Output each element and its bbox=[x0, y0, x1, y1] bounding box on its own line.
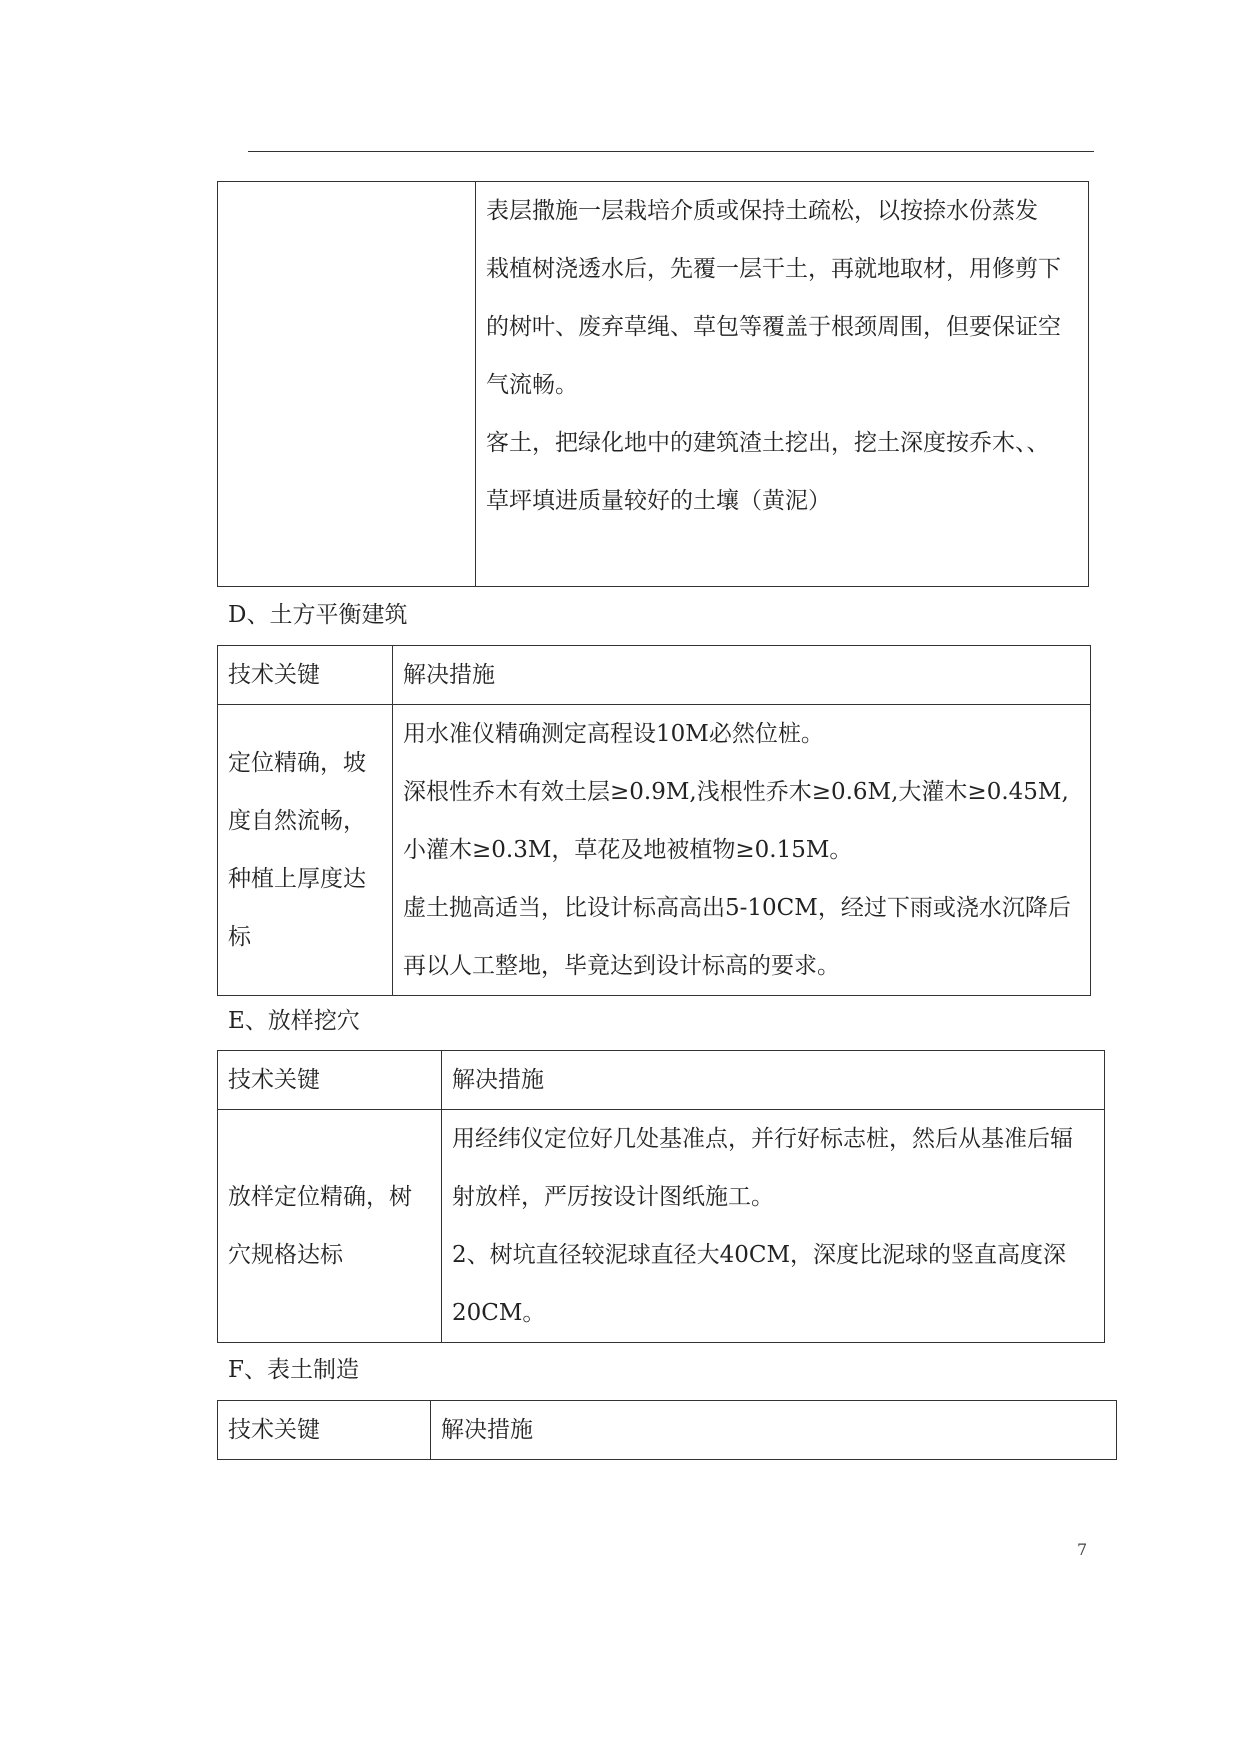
key-line: 穴规格达标 bbox=[228, 1242, 343, 1268]
measure-line: 表层撒施一层栽培介质或保持土疏松，以按捺水份蒸发 bbox=[486, 198, 1038, 224]
key-cell bbox=[218, 182, 476, 587]
measure-line: 再以人工整地，毕竟达到设计标高的要求。 bbox=[403, 953, 840, 979]
measure-cell bbox=[476, 182, 1089, 587]
page-number: 7 bbox=[1077, 1540, 1088, 1559]
key-line: 种植上厚度达 bbox=[228, 866, 366, 892]
measure-line: 用经纬仪定位好几处基准点，并行好标志桩，然后从基准后辐 bbox=[452, 1126, 1073, 1152]
table-header-row bbox=[218, 646, 1091, 705]
header-rule bbox=[248, 151, 1094, 152]
measure-line: 栽植树浇透水后，先覆一层干土，再就地取材，用修剪下 bbox=[486, 256, 1061, 282]
measure-cell bbox=[442, 1110, 1105, 1343]
table-header-row bbox=[218, 1401, 1117, 1460]
table-row bbox=[218, 705, 1091, 996]
table-header-row bbox=[218, 1051, 1105, 1110]
key-line: 放样定位精确，树 bbox=[228, 1184, 412, 1210]
measure-line: 深根性乔木有效土层≥0.9M,浅根性乔木≥0.6M,大灌木≥0.45M, bbox=[403, 779, 1069, 805]
measure-line: 2、树坑直径较泥球直径大40CM，深度比泥球的竖直高度深 bbox=[452, 1242, 1067, 1268]
header-cell: 解决措施 bbox=[393, 646, 1091, 705]
measure-line: 草坪填进质量较好的土壤（黄泥） bbox=[486, 488, 831, 514]
table-f bbox=[217, 1400, 1117, 1460]
continuation-table bbox=[217, 181, 1089, 587]
measure-line: 的树叶、废弃草绳、草包等覆盖于根颈周围，但要保证空 bbox=[486, 314, 1061, 340]
measure-line: 虚土抛高适当，比设计标高高出5-10CM，经过下雨或浇水沉降后 bbox=[403, 895, 1071, 921]
section-title-f: F、表土制造 bbox=[228, 1357, 359, 1383]
table-row bbox=[218, 1110, 1105, 1343]
header-cell: 技术关键 bbox=[218, 646, 393, 705]
table-row bbox=[218, 182, 1089, 587]
header-cell: 解决措施 bbox=[442, 1051, 1105, 1110]
measure-cell bbox=[393, 705, 1091, 996]
table-e bbox=[217, 1050, 1105, 1343]
key-line: 定位精确，坡 bbox=[228, 750, 366, 776]
key-line: 度自然流畅， bbox=[228, 808, 366, 834]
table-d bbox=[217, 645, 1091, 996]
header-cell: 解决措施 bbox=[431, 1401, 1117, 1460]
key-cell bbox=[218, 1110, 442, 1343]
header-cell: 技术关键 bbox=[218, 1051, 442, 1110]
measure-line: 射放样，严厉按设计图纸施工。 bbox=[452, 1184, 774, 1210]
section-title-e: E、放样挖穴 bbox=[228, 1008, 360, 1034]
measure-line: 20CM。 bbox=[452, 1300, 546, 1326]
measure-line: 客土，把绿化地中的建筑渣土挖出，挖土深度按乔木、、 bbox=[486, 430, 1050, 456]
measure-line: 用水准仪精确测定高程设10M必然位桩。 bbox=[403, 721, 824, 747]
key-line: 标 bbox=[228, 924, 251, 950]
measure-line: 小灌木≥0.3M，草花及地被植物≥0.15M。 bbox=[403, 837, 853, 863]
section-title-d: D、土方平衡建筑 bbox=[228, 602, 408, 628]
measure-line: 气流畅。 bbox=[486, 372, 578, 398]
key-cell bbox=[218, 705, 393, 996]
header-cell: 技术关键 bbox=[218, 1401, 431, 1460]
